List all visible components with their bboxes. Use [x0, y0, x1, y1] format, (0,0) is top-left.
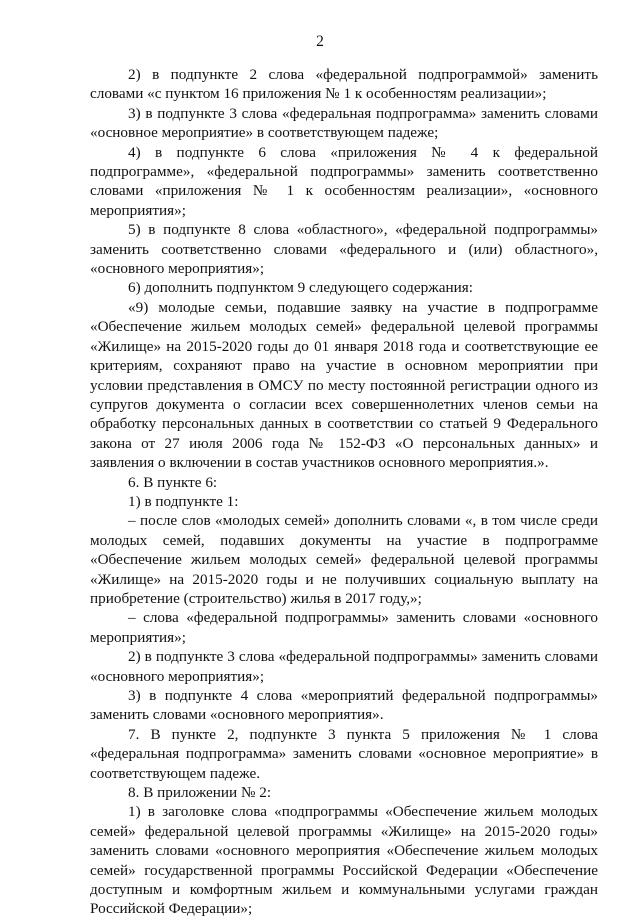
paragraph-item-6-heading: 6. В пункте 6: [128, 473, 218, 491]
paragraph-item-6-subpoint-1-dash-2: – слова «федеральной подпрограммы» заменить словами «основного мероприятия»; [90, 609, 598, 646]
paragraph-item-2-subpoint-5: 5) в подпункте 8 слова «областного», «федеральной подпрограммы» заменить соответственно словами «федерального и (или) областного», «основного мероприятия»; [90, 221, 598, 278]
document-body [90, 65, 598, 919]
page-number: 2 [316, 33, 324, 50]
paragraph-item-6-subpoint-1: 1) в подпункте 1: [128, 492, 239, 510]
paragraph-item-2-subpoint-4: 4) в подпункте 6 слова «приложения № 4 к федеральной подпрограмме», «федеральной подпрограммы» заменить соответственно словами «приложения № 1 к особенностям реализации», «основного мероприятия»; [90, 143, 598, 219]
paragraph-item-8-heading: 8. В приложении № 2: [128, 784, 272, 802]
paragraph-item-6-subpoint-3: 3) в подпункте 4 слова «мероприятий федеральной подпрограммы» заменить словами «основного мероприятия». [90, 687, 598, 724]
paragraph-new-subpoint-9: «9) молодые семьи, подавшие заявку на участие в подпрограмме «Обеспечение жильем молодых семей» федеральной целевой программы «Жилище» на 2015-2020 годы до 01 января 2018 года и соответствующие ее критериям, сохраняют право на участие в основном мероприятии при условии представления в ОМСУ по месту постоянной регистрации одного из супругов документа о согласии всех совершеннолетних членов семьи на обработку персональных данных в соответствии со статьей 9 Федерального закона от 27 июля 2006 года № 152-ФЗ «О персональных данных» и заявления о включении в состав участников основного мероприятия.». [90, 298, 598, 472]
paragraph-item-6-subpoint-2: 2) в подпункте 3 слова «федеральной подпрограммы» заменить словами «основного мероприятия»; [90, 648, 598, 685]
paragraph-item-2-subpoint-6: 6) дополнить подпунктом 9 следующего содержания: [128, 279, 473, 297]
paragraph-item-2-subpoint-3: 3) в подпункте 3 слова «федеральная подпрограмма» заменить словами «основное мероприятие» в соответствующем падеже; [90, 104, 598, 142]
paragraph-item-6-subpoint-1-dash-1: – после слов «молодых семей» дополнить словами «, в том числе среди молодых семей, подавших документы на участие в подпрограмме «Обеспечение жильем молодых семей» федеральной целевой программы «Жилище» на 2015-2020 годы и не получивших социальную выплату на приобретение (строительство) жилья в 2017 году,»; [90, 512, 598, 607]
paragraph-item-7: 7. В пункте 2, подпункте 3 пункта 5 приложения № 1 слова «федеральная подпрограмма» заменить словами «основное мероприятие» в соответствующем падеже. [90, 725, 598, 782]
paragraph-item-2-subpoint-2: 2) в подпункте 2 слова «федеральной подпрограммой» заменить словами «с пунктом 16 приложения № 1 к особенностям реализации»; [90, 66, 598, 103]
paragraph-item-8-subpoint-1: 1) в заголовке слова «подпрограммы «Обеспечение жильем молодых семей» федеральной целевой программы «Жилище» на 2015-2020 годы» заменить словами «основного мероприятия «Обеспечение жильем молодых семей» государственной программы Российской Федерации «Обеспечение доступным и комфортным жильем и коммунальными услугами граждан Российской Федерации»; [90, 803, 598, 918]
